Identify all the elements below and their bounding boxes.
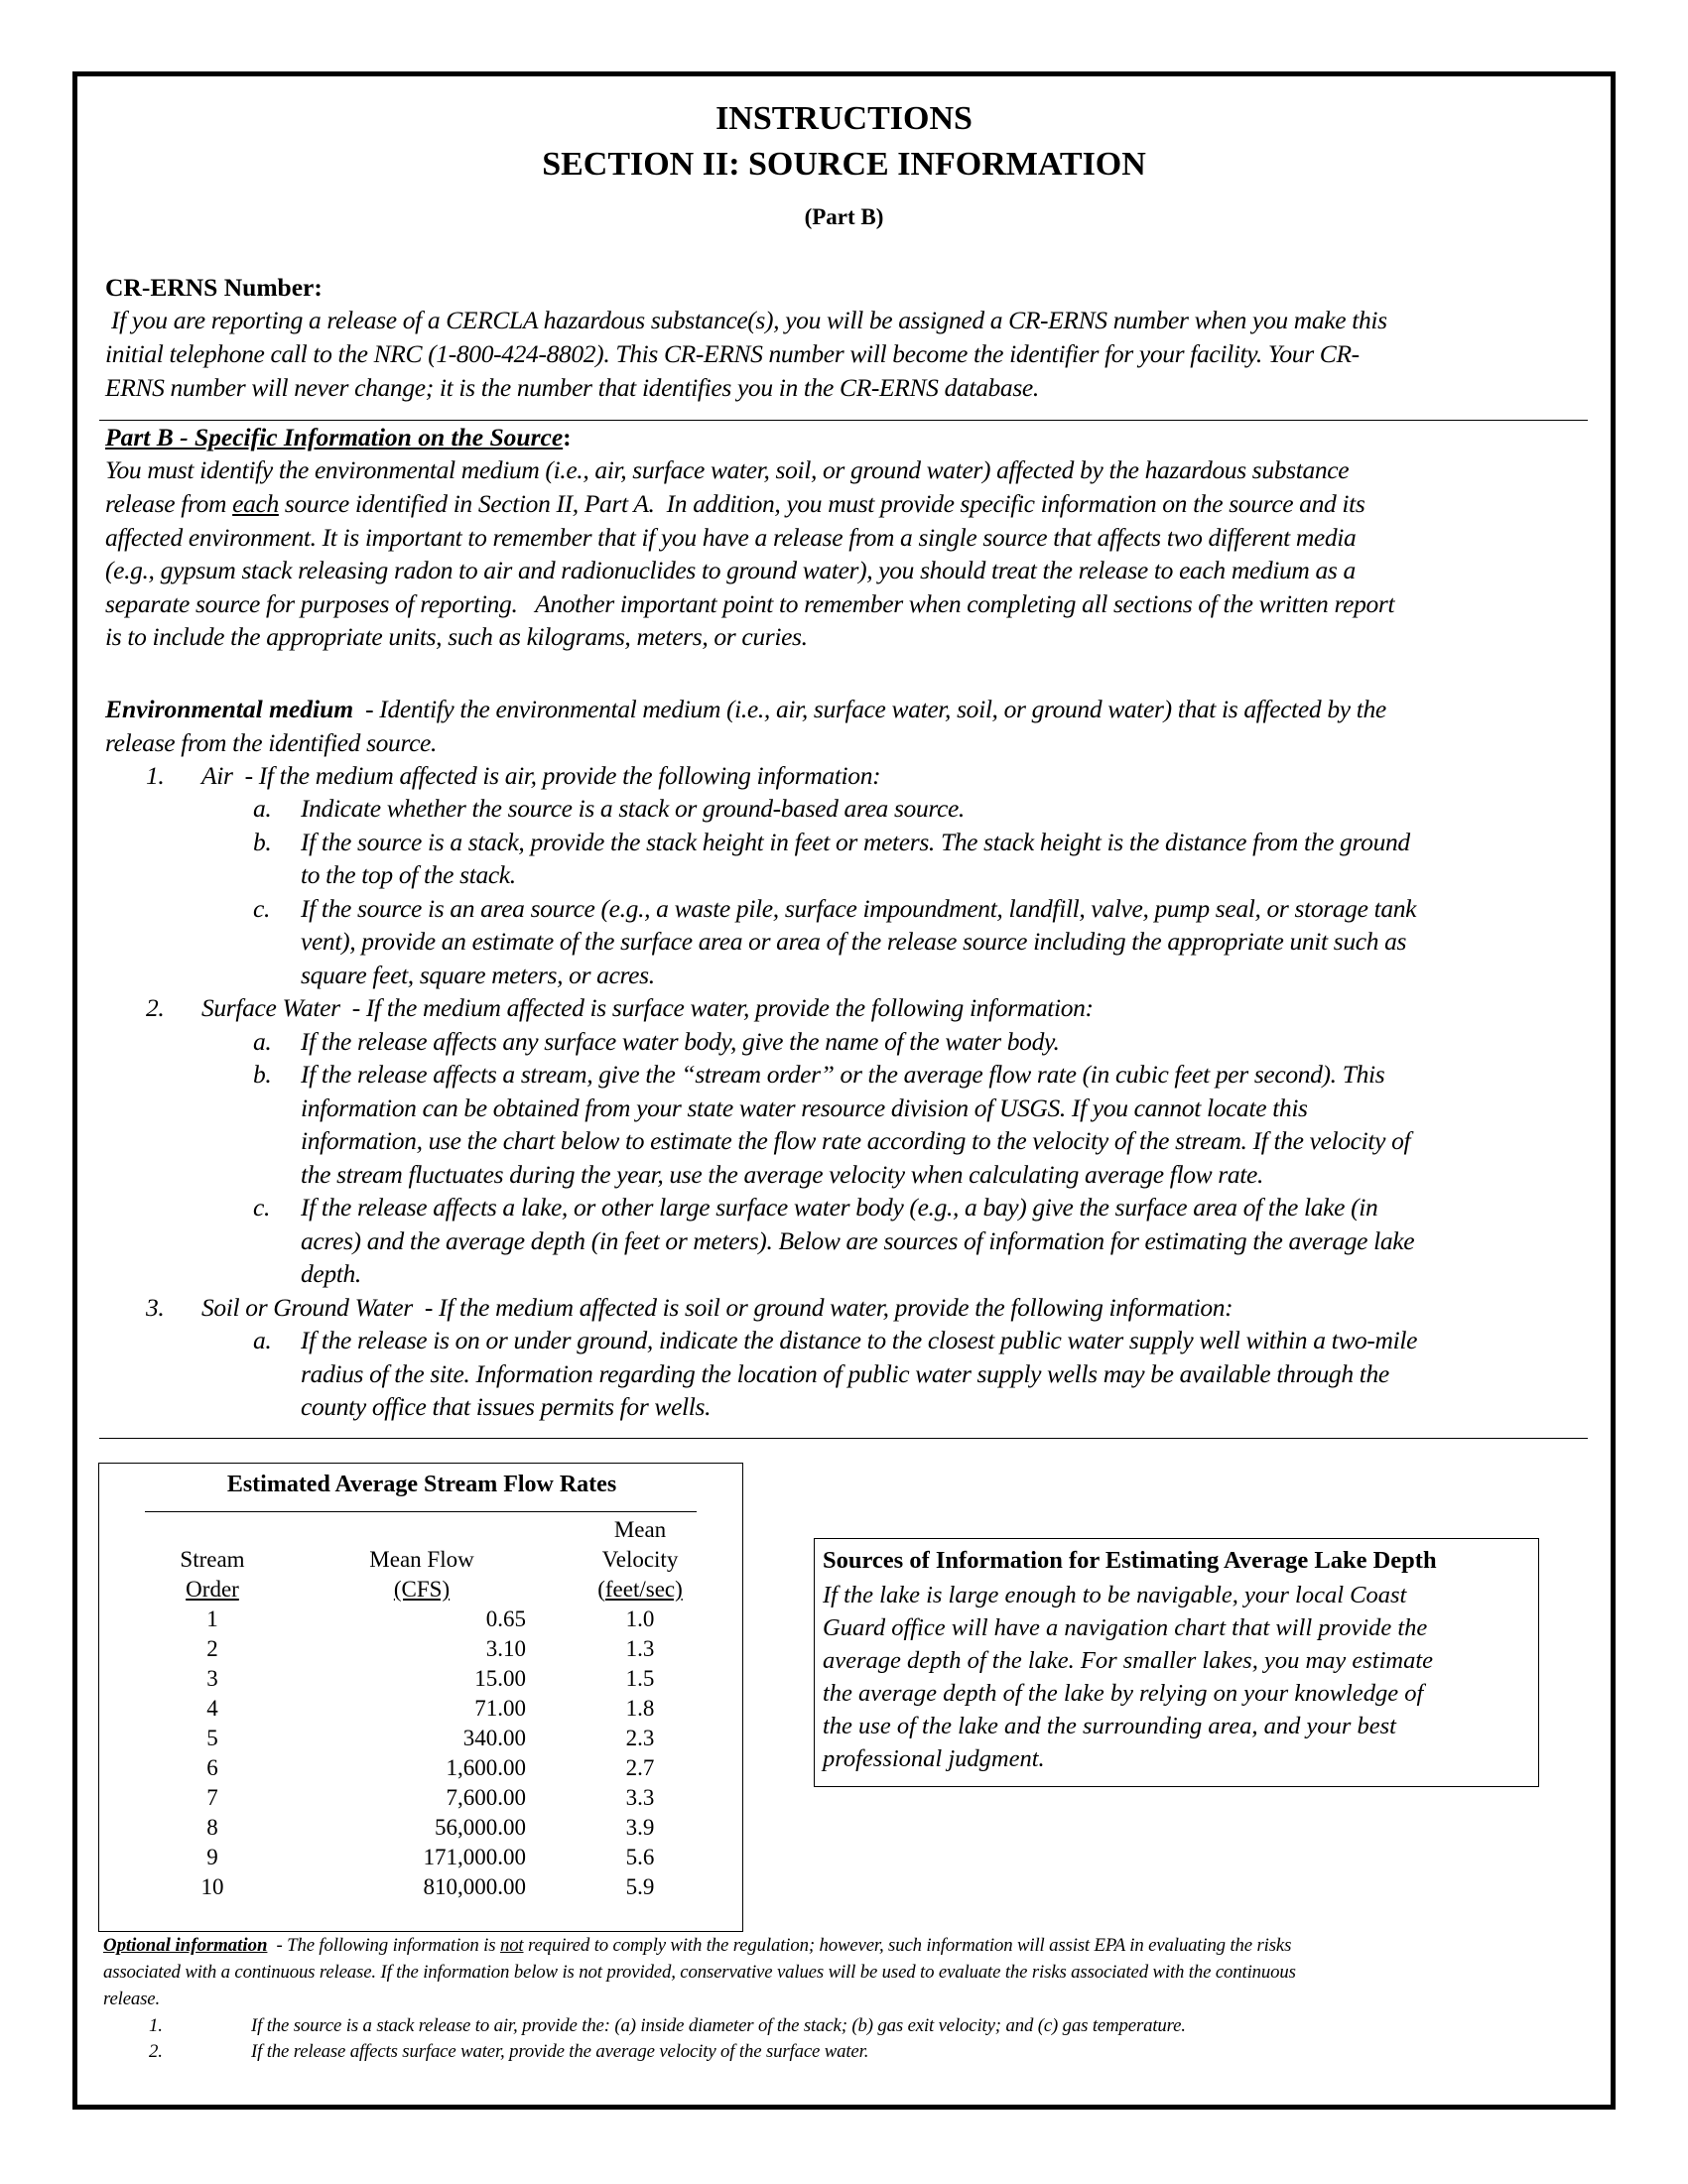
cell-flow: 171,000.00 [423,1845,526,1869]
lake-box-title: Sources of Information for Estimating Average Lake Depth [823,1547,1437,1574]
env-medium-desc: - Identify the environmental medium (i.e., air, surface water, soil, or ground water) that is affected by the [353,695,1386,723]
lake-box-line: professional judgment. [823,1745,1045,1772]
sub-letter: a. [253,1326,272,1354]
cell-flow: 340.00 [462,1726,526,1750]
cell-flow: 1,600.00 [446,1755,526,1780]
cell-velocity: 1.3 [625,1636,655,1661]
table-title: Estimated Average Stream Flow Rates [226,1472,617,1497]
optional-line-1 [103,1933,1291,1960]
sub-item-text: If the release affects a stream, give the “stream order” or the average flow rate (in cubic feet per second). This [301,1060,1385,1089]
list-item-air: Air - If the medium affected is air, provide the following information: [201,761,881,790]
crerns-line-3: ERNS number will never change; it is the number that identifies you in the CR-ERNS database. [105,373,1039,402]
sub-item-text: acres) and the average depth (in feet or meters). Below are sources of information for estimating the average lake [301,1226,1415,1255]
crerns-heading: CR-ERNS Number: [105,273,323,302]
part-b-line-5: separate source for purposes of reporting. Another important point to remember when completing all sections of the written report [105,589,1395,618]
part-b-line-6: is to include the appropriate units, such as kilograms, meters, or curies. [105,622,808,651]
optional-item-2: If the release affects surface water, provide the average velocity of the surface water. [251,2041,869,2062]
lake-depth-box [814,1538,1539,1787]
sub-item-text: the stream fluctuates during the year, use the average velocity when calculating average flow rate. [301,1160,1263,1189]
sub-item-text: If the release is on or under ground, indicate the distance to the closest public water supply well within a two-mile [301,1326,1418,1354]
part-b-heading: Part B - Specific Information on the Source [105,423,564,451]
sub-item-text: information can be obtained from your state water resource division of USGS. If you cannot locate this [301,1093,1308,1122]
lake-box-line: the use of the lake and the surrounding area, and your best [823,1713,1396,1739]
list-item-soil-ground-water: Soil or Ground Water - If the medium affected is soil or ground water, provide the following information: [201,1293,1234,1322]
lake-box-line: the average depth of the lake by relying on your knowledge of [823,1680,1424,1707]
sub-letter: a. [253,1027,272,1056]
part-b-line-1: You must identify the environmental medium (i.e., air, surface water, soil, or ground water) affected by the hazardous substance [105,455,1350,484]
section-title: SECTION II: SOURCE INFORMATION [542,146,1146,183]
list-num-1: 1. [146,761,165,790]
cell-flow: 0.65 [485,1606,526,1631]
part-label: (Part B) [804,204,884,229]
emphasis-each: each [232,489,279,518]
header-mean: Mean [613,1517,667,1542]
env-medium-label: Environmental medium [105,695,354,723]
sub-letter: b. [253,1060,272,1089]
sub-item-text: vent), provide an estimate of the surface area or area of the release source including the appropriate unit such as [301,927,1407,956]
list-num-3: 3. [146,1293,165,1322]
emphasis-not: not [499,1935,524,1956]
sub-letter: b. [253,828,272,856]
optional-text-pre: - The following information is [267,1935,500,1956]
table-title-rule [145,1511,697,1512]
part-b-line-2-post: source identified in Section II, Part A. In addition, you must provide specific information on the source and its [278,489,1365,518]
cell-velocity: 2.7 [625,1755,655,1780]
cell-velocity: 1.5 [625,1666,655,1691]
cell-flow: 3.10 [485,1636,526,1661]
optional-label: Optional information [103,1935,268,1956]
env-medium-line-2: release from the identified source. [105,728,438,757]
optional-text-post: required to comply with the regulation; however, such information will assist EPA in evaluating the risks [523,1935,1292,1956]
cell-velocity: 1.0 [625,1606,655,1631]
header-stream: Stream [180,1547,245,1572]
part-b-line-2 [105,487,1364,521]
cell-velocity: 2.3 [625,1726,655,1750]
crerns-line-1: If you are reporting a release of a CERCLA hazardous substance(s), you will be assigned a CR-ERNS number when you make this [105,306,1387,334]
list-num-2: 2. [146,993,165,1022]
sub-letter: a. [253,794,272,823]
cell-order: 6 [206,1755,218,1780]
cell-velocity: 3.3 [625,1785,655,1810]
env-medium-row [105,693,1386,730]
cell-order: 7 [206,1785,218,1810]
sub-letter: c. [253,1193,270,1221]
cell-velocity: 1.8 [625,1696,655,1721]
sub-item-text: Indicate whether the source is a stack or ground-based area source. [301,794,965,823]
cell-flow: 7,600.00 [446,1785,526,1810]
cell-order: 3 [206,1666,218,1691]
cell-order: 1 [206,1606,218,1631]
header-velocity: Velocity [601,1547,679,1572]
sub-letter: c. [253,894,270,923]
cell-flow: 15.00 [474,1666,526,1691]
sub-item-text: If the source is an area source (e.g., a waste pile, surface impoundment, landfill, valve, pump seal, or storage tank [301,894,1417,923]
cell-velocity: 5.9 [625,1874,655,1899]
optional-num-2: 2. [149,2041,163,2062]
cell-order: 9 [206,1845,218,1869]
lake-box-line: If the lake is large enough to be navigable, your local Coast [823,1582,1407,1608]
stream-flow-table [98,1463,743,1932]
part-b-heading-colon: : [563,423,572,451]
divider-2 [99,1438,1588,1439]
cell-flow: 71.00 [474,1696,526,1721]
header-feet-sec-label: feet/sec) [604,1577,683,1602]
cell-order: 4 [206,1696,218,1721]
lake-box-line: average depth of the lake. For smaller lakes, you may estimate [823,1647,1434,1674]
header-order [163,1575,262,1605]
cell-order: 10 [200,1874,224,1899]
cell-order: 8 [206,1815,218,1840]
sub-item-text: to the top of the stack. [301,860,516,889]
header-order-label: Order [186,1577,239,1602]
part-b-line-3: affected environment. It is important to remember that if you have a release from a single source that affects two different media [105,523,1357,552]
sub-item-text: square feet, square meters, or acres. [301,961,655,989]
sub-item-text: radius of the site. Information regarding the location of public water supply wells may be available through the [301,1359,1389,1388]
sub-item-text: information, use the chart below to estimate the flow rate according to the velocity of the stream. If the velocity of [301,1126,1411,1155]
header-cfs-label: (CFS) [393,1577,451,1602]
part-b-line-4: (e.g., gypsum stack releasing radon to air and radionuclides to ground water), you should treat the release to each medium as a [105,556,1356,584]
header-paren: ( [597,1577,605,1602]
optional-line-2: associated with a continuous release. If the information below is not provided, conservative values will be used to evaluate the risks associated with the continuous [103,1962,1296,1983]
sub-item-text: If the release affects a lake, or other large surface water body (e.g., a bay) give the surface area of the lake (in [301,1193,1378,1221]
optional-num-1: 1. [149,2015,163,2036]
cell-flow: 810,000.00 [423,1874,526,1899]
page-title: INSTRUCTIONS [715,100,973,137]
sub-item-text: depth. [301,1259,361,1288]
part-b-line-2-pre: release from [105,489,233,518]
cell-order: 2 [206,1636,218,1661]
list-item-surface-water: Surface Water - If the medium affected is surface water, provide the following information: [201,993,1094,1022]
sub-item-text: If the release affects any surface water body, give the name of the water body. [301,1027,1060,1056]
optional-line-3: release. [103,1989,161,2009]
optional-item-1: If the source is a stack release to air, provide the: (a) inside diameter of the stack; (b) gas exit velocity; and (c) gas temperature. [251,2015,1186,2036]
cell-order: 5 [206,1726,218,1750]
cell-velocity: 5.6 [625,1845,655,1869]
header-feet-sec [585,1575,695,1605]
cell-velocity: 3.9 [625,1815,655,1840]
cell-flow: 56,000.00 [435,1815,526,1840]
sub-item-text: If the source is a stack, provide the stack height in feet or meters. The stack height is the distance from the ground [301,828,1410,856]
header-cfs [337,1575,506,1605]
sub-item-text: county office that issues permits for wells. [301,1392,712,1421]
header-mean-flow: Mean Flow [369,1547,474,1572]
crerns-line-2: initial telephone call to the NRC (1-800-424-8802). This CR-ERNS number will become the identifier for your facility. Your CR- [105,339,1360,368]
lake-box-line: Guard office will have a navigation chart that will provide the [823,1614,1428,1641]
